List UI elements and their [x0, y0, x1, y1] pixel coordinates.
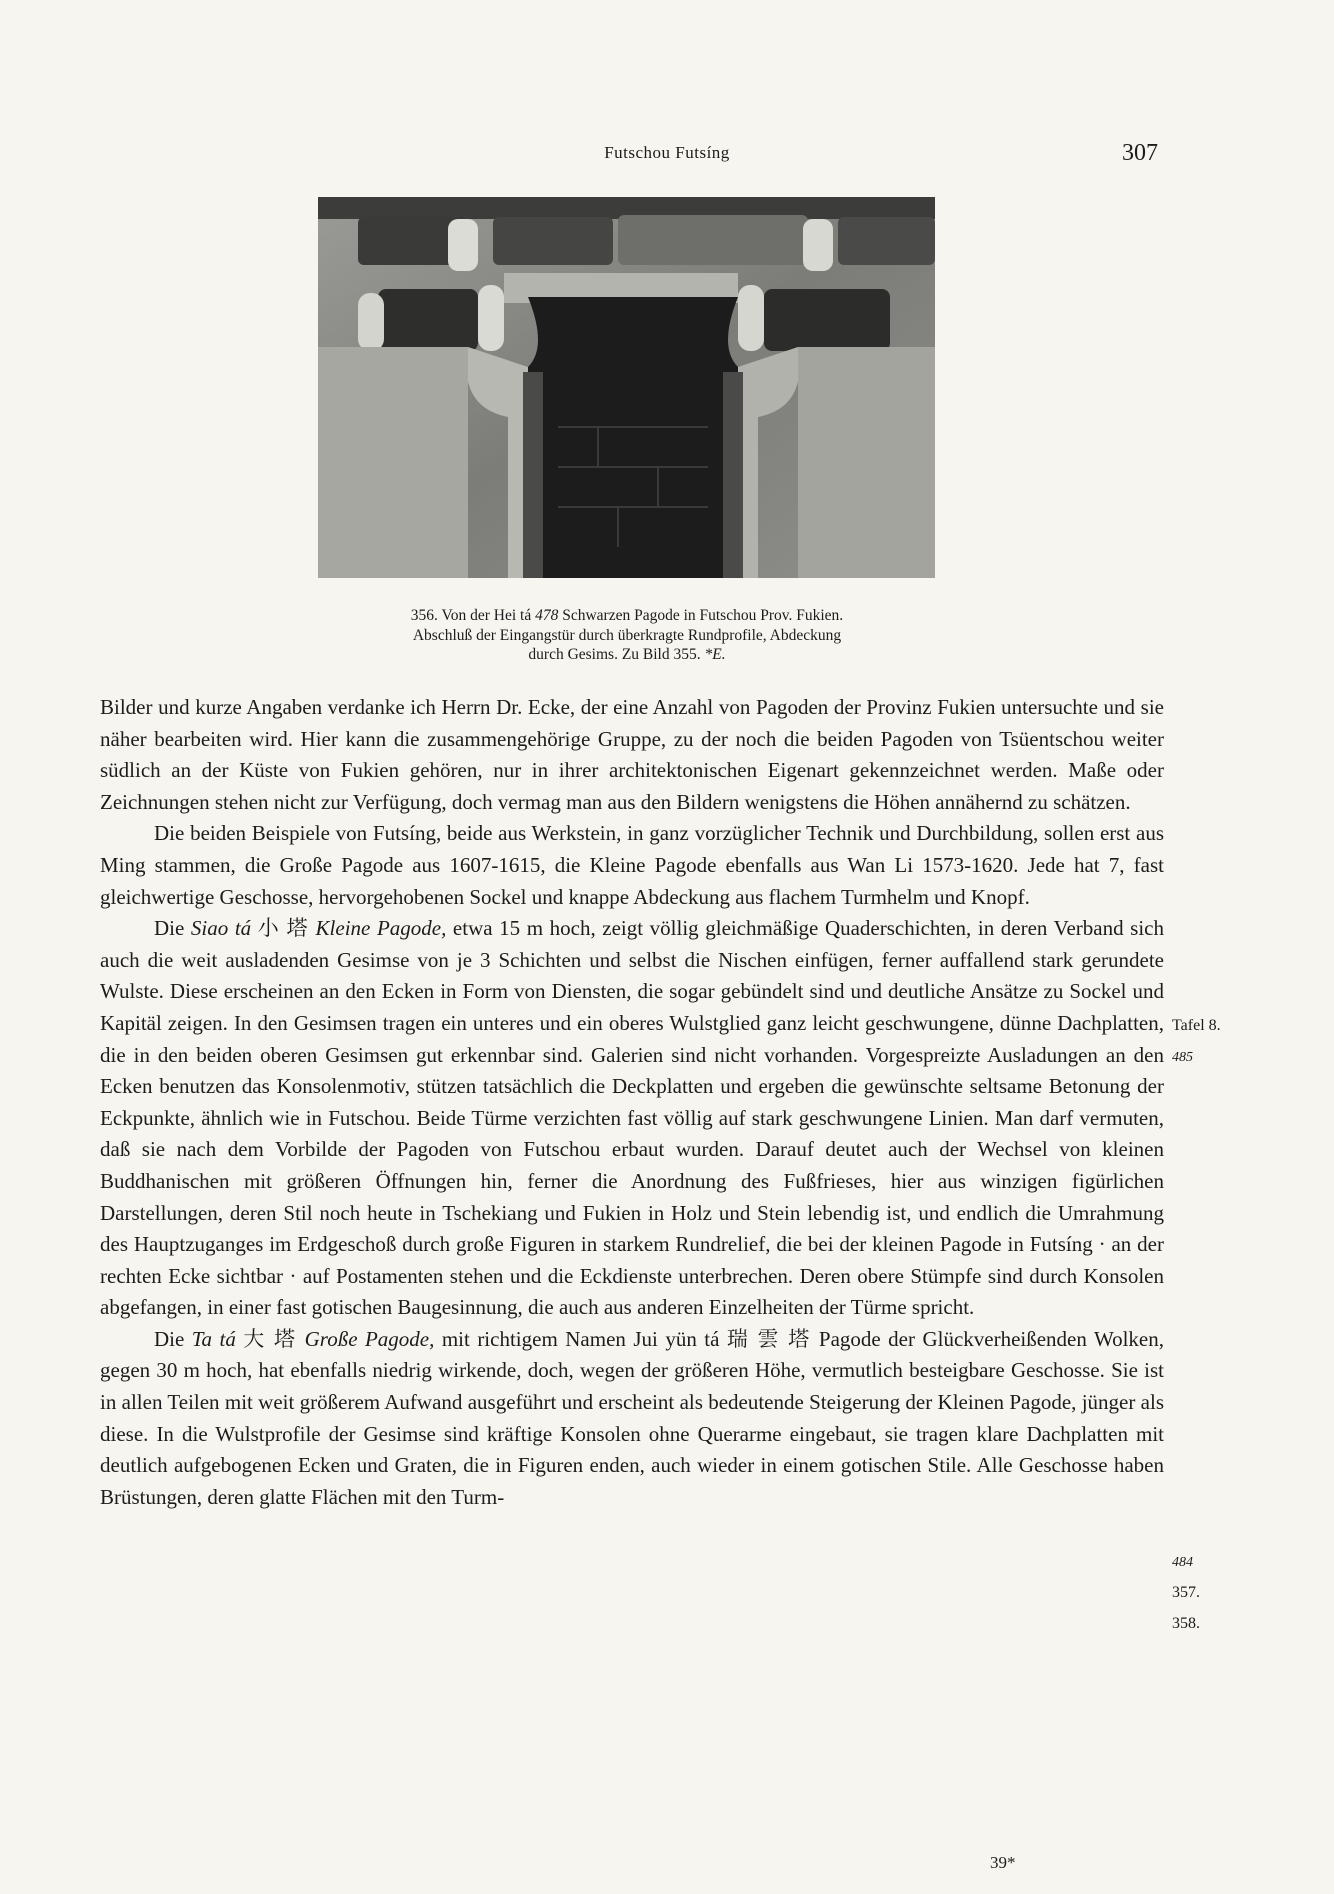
page-number: 307: [1122, 140, 1158, 166]
figure-caption: [300, 606, 954, 665]
caption-line1b: Schwarzen Pagode in Futschou Prov. Fukien.: [558, 607, 844, 624]
caption-number: 478: [535, 607, 559, 624]
paragraph-2: Die beiden Beispiele von Futsíng, beide aus Werkstein, in ganz vorzüglicher Technik und Durchbildung, sollen erst aus Ming stammen, die Große Pagode aus 1607-1615, die Kleine Pagode ebenfalls aus Wan Li 1573-1620. Jede hat 7, fast gleichwertige Geschosse, hervorgehobenen Sockel und knappe Abdeckung aus flachem Turmhelm und Knopf.: [100, 821, 1164, 909]
caption-line1a: 356. Von der Hei tá: [410, 607, 536, 624]
paragraph-4: [100, 1324, 1164, 1514]
paragraph-1: Bilder und kurze Angaben verdanke ich Herrn Dr. Ecke, der eine Anzahl von Pagoden der Provinz Fukien untersuchte und sie näher bearbeiten wird. Hier kann die zusammengehörige Gruppe, zu der noch die beiden Pagoden von Tsüentschou weiter südlich an der Küste von Fukien gehören, nur in ihrer architektonischen Eigenart gekennzeichnet werden. Maße oder Zeichnungen stehen nicht zur Verfügung, doch vermag man aus den Bildern wenigstens die Höhen annähernd zu schätzen.: [100, 695, 1164, 814]
caption-credit: *E.: [704, 646, 726, 663]
margin-note-485: 485: [1172, 1050, 1193, 1065]
p4-lead: Die: [154, 1326, 192, 1351]
margin-note-357: 357.: [1172, 1584, 1200, 1601]
photo-illustration: [318, 197, 935, 578]
running-head: Futschou Futsíng: [604, 143, 730, 162]
p3-siao-ta: Siao tá: [190, 916, 252, 941]
caption-line2: Abschluß der Eingangstür durch überkragte Rundprofile, Abdeckung: [412, 626, 842, 644]
paragraph-3: [100, 913, 1164, 1324]
margin-note-tafel: Tafel 8.: [1172, 1017, 1221, 1034]
p4-grosse-pagode: Große Pagode,: [304, 1326, 435, 1351]
pagoda-door-photo: [318, 197, 935, 578]
p3-kleine-pagode: Kleine Pagode,: [315, 916, 447, 941]
margin-note-484: 484: [1172, 1555, 1193, 1570]
p4-ta-ta: Ta tá: [191, 1326, 236, 1351]
p3-lead: Die: [154, 916, 191, 941]
p4-cjk: 大 塔: [235, 1326, 305, 1351]
p3-cjk: 小 塔: [251, 916, 316, 941]
p3-text: etwa 15 m hoch, zeigt völlig gleichmäßige Quaderschichten, in deren Verband sich auch die weit ausladenden Gesimse von je 3 Schichten und selbst die Nischen einfügen, ferner auffallend stark gerundete Wulste. Diese erscheinen an den Ecken in Form von Diensten, die sogar gebündelt sind und deutliche Ansätze zu Sockel und Kapitäl zeigen. In den Gesimsen tragen ein unteres und ein oberes Wulstglied ganz leicht geschwungene, dünne Dachplatten, die in den beiden oberen Gesimsen gut erkennbar sind. Galerien sind nicht vorhanden. Vorgespreizte Ausladungen an den Ecken benutzen das Konsolenmotiv, stützen tatsächlich die Deckplatten und ergeben die gewünschte seltsame Betonung der Eckpunkte, ähnlich wie in Futschou. Beide Türme verzichten fast völlig auf stark geschwungene Linien. Man darf vermuten, daß sie nach dem Vorbilde der Pagoden von Futschou erbaut wurden. Darauf deutet auch der Wechsel von kleinen Buddhanischen mit größeren Öffnungen hin, ferner die Anordnung des Fußfrieses, hier aus winzigen figürlichen Darstellungen, deren Stil noch heute in Tschekiang und Fukien in Holz und Stein lebendig ist, und endlich die Umrahmung des Hauptzuganges im Erdgeschoß durch große Figuren in starkem Rundrelief, die bei der kleinen Pagode in Futsíng · an der rechten Ecke sichtbar · auf Postamenten stehen und die Eckdienste unterbrechen. Deren obere Stümpfe sind durch Konsolen abgefangen, in einer fast gotischen Baugesinnung, die auch aus anderen Einzelheiten der Türme spricht.: [100, 916, 1164, 1320]
caption-line3a: durch Gesims. Zu Bild 355.: [528, 646, 705, 663]
signature-mark: 39*: [990, 1853, 1016, 1872]
margin-note-358: 358.: [1172, 1615, 1200, 1632]
body-text: [100, 692, 1164, 1513]
p4-text: mit richtigem Namen Jui yün tá 瑞 雲 塔 Pagode der Glückverheißenden Wolken, gegen 30 m hoch, hat ebenfalls niedrig wirkende, doch, wegen der größeren Höhe, vermutlich besteigbare Geschosse. Sie ist in allen Teilen mit weit größerem Aufwand ausgeführt und erscheint als bedeutende Steigerung der Kleinen Pagode, jünger als diese. In die Wulstprofile der Gesimse sind kräftige Konsolen ohne Querarme eingebaut, sie tragen klare Dachplatten mit deutlich aufgebogenen Ecken und Graten, die in Figuren enden, auch wieder in einem gotischen Stile. Alle Geschosse haben Brüstungen, deren glatte Flächen mit den Turm-: [100, 1326, 1165, 1509]
